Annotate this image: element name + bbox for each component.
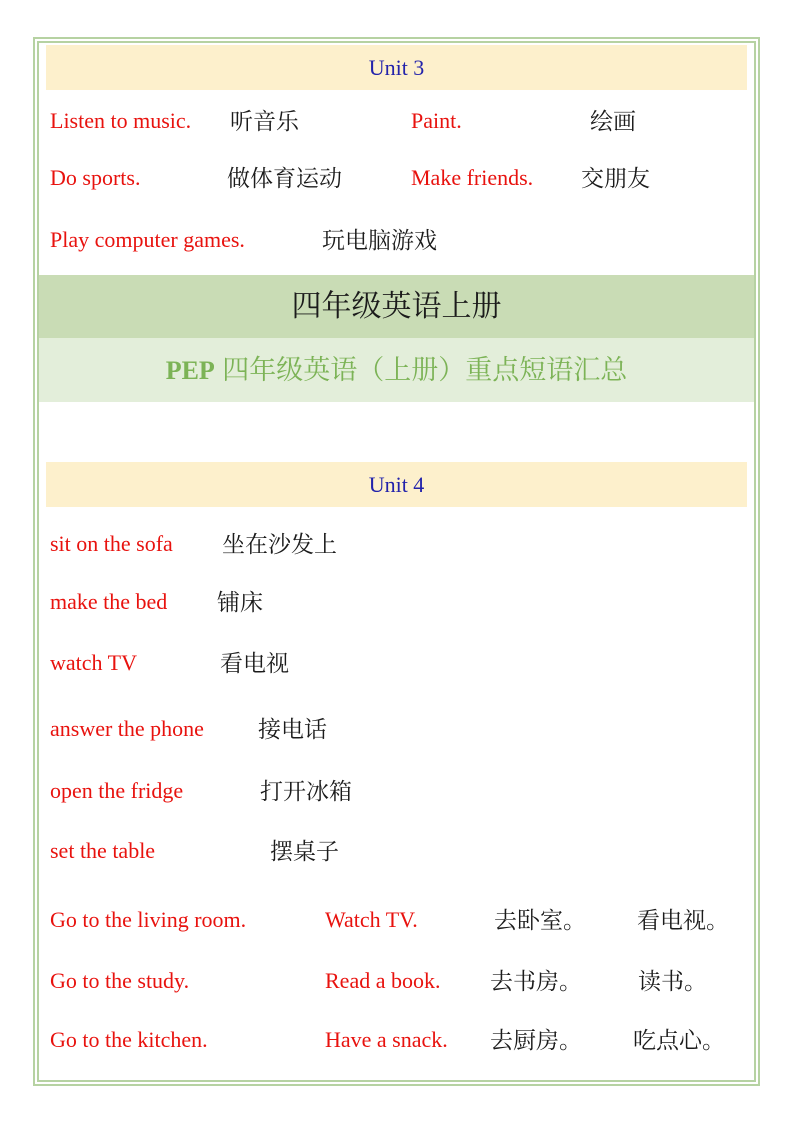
phrase-en: Paint.: [411, 108, 462, 133]
grade-banner-title: 四年级英语上册: [291, 290, 502, 323]
subtitle-text: 四年级英语（上册）重点短语汇总: [214, 355, 628, 385]
frame-content: [39, 43, 754, 1080]
unit3-title: Unit 3: [368, 55, 425, 80]
unit4-row: [50, 835, 747, 867]
unit4-sentence-row: [50, 904, 747, 936]
sentence-cn: 去书房。: [490, 968, 582, 994]
phrase-en: set the table: [50, 838, 156, 863]
phrase-en: sit on the sofa: [50, 531, 173, 556]
unit3-row: [50, 224, 747, 256]
sentence-cn: 去卧室。: [494, 907, 586, 933]
phrase-cn: 摆桌子: [270, 838, 339, 864]
unit3-row: [50, 162, 747, 194]
phrase-cn: 玩电脑游戏: [322, 227, 437, 253]
unit4-row: [50, 713, 747, 745]
phrase-cn: 做体育运动: [227, 165, 342, 191]
phrase-cn: 绘画: [590, 108, 636, 134]
phrase-cn: 铺床: [217, 589, 263, 615]
sentence-en: Watch TV.: [325, 907, 418, 932]
phrase-en: open the fridge: [50, 778, 184, 803]
unit3-header: [46, 45, 747, 90]
phrase-cn: 看电视: [220, 650, 289, 676]
phrase-cn: 听音乐: [230, 108, 299, 134]
phrase-cn: 交朋友: [581, 165, 650, 191]
phrase-en: Do sports.: [50, 165, 141, 190]
sentence-en: Go to the study.: [50, 968, 190, 993]
unit4-sentence-row: [50, 1024, 747, 1056]
phrase-en: watch TV: [50, 650, 137, 675]
page-frame: [33, 37, 760, 1086]
sentence-cn: 读书。: [638, 968, 707, 994]
sentence-cn: 看电视。: [637, 907, 729, 933]
phrase-cn: 坐在沙发上: [222, 531, 337, 557]
phrase-en: Listen to music.: [50, 108, 192, 133]
phrase-cn: 打开冰箱: [260, 778, 352, 804]
sentence-cn: 去厨房。: [490, 1027, 582, 1053]
sentence-cn: 吃点心。: [633, 1027, 725, 1053]
unit4-sentence-row: [50, 965, 747, 997]
phrase-en: Make friends.: [411, 165, 534, 190]
unit4-row: [50, 586, 747, 618]
sentence-en: Have a snack.: [325, 1027, 448, 1052]
unit4-row: [50, 528, 747, 560]
phrase-en: Play computer games.: [50, 227, 245, 252]
subtitle-banner: [39, 338, 754, 402]
phrase-en: make the bed: [50, 589, 168, 614]
unit4-title: Unit 4: [368, 472, 425, 497]
phrase-en: answer the phone: [50, 716, 204, 741]
sentence-en: Go to the kitchen.: [50, 1027, 208, 1052]
sentence-en: Read a book.: [325, 968, 441, 993]
unit4-header: [46, 462, 747, 507]
unit3-row: [50, 105, 747, 137]
sentence-en: Go to the living room.: [50, 907, 247, 932]
subtitle-prefix: PEP: [165, 356, 215, 385]
unit4-row: [50, 647, 747, 679]
phrase-cn: 接电话: [258, 716, 327, 742]
unit4-row: [50, 775, 747, 807]
grade-banner: [39, 275, 754, 338]
